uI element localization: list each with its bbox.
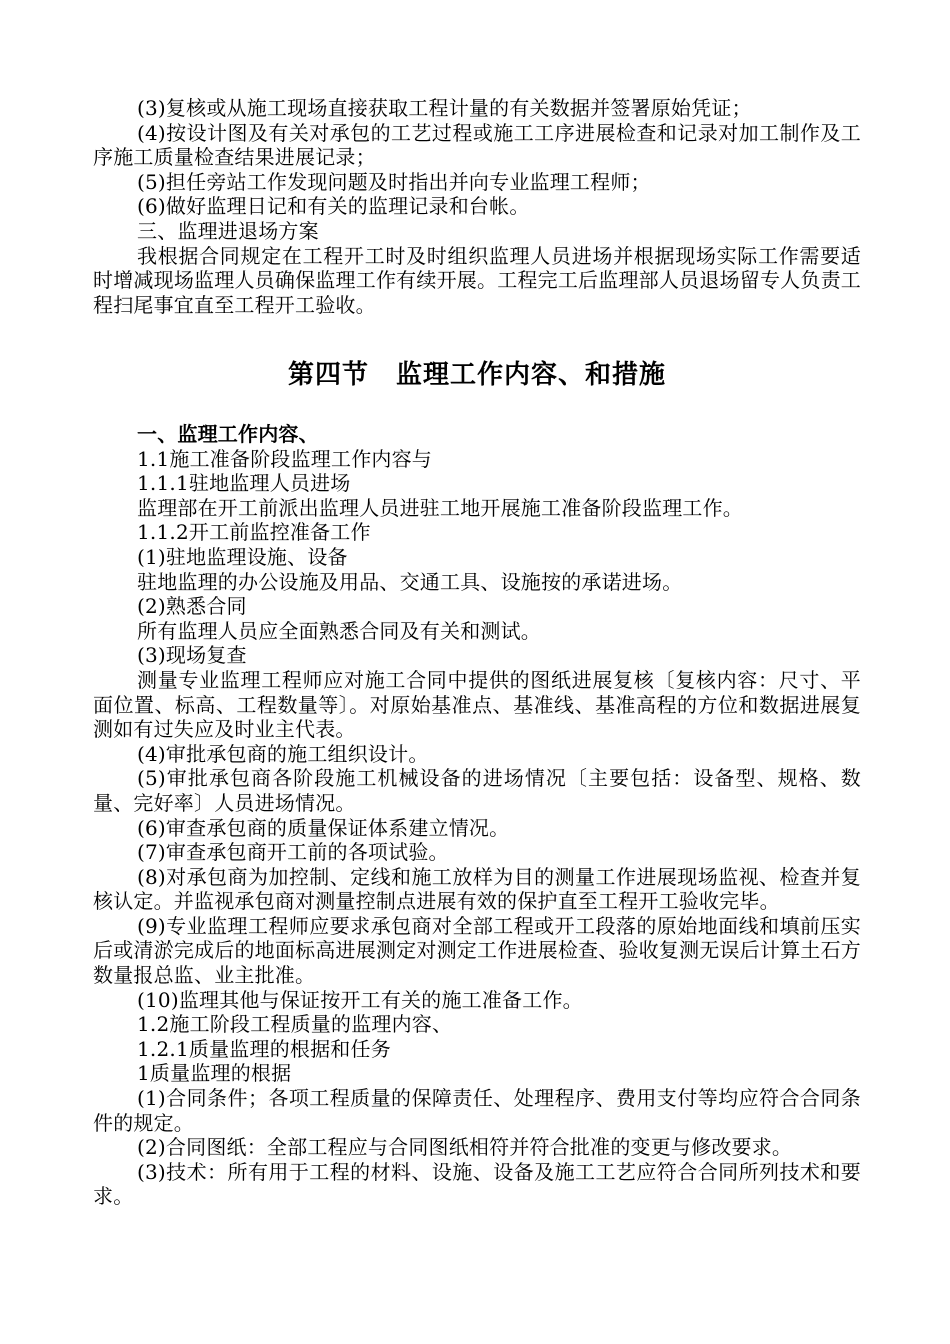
paragraph: 所有监理人员应全面熟悉合同及有关和测试。 — [137, 618, 541, 643]
list-item: (3)现场复查 — [137, 643, 247, 668]
numbered-heading: 1.1施工准备阶段监理工作内容与 — [137, 446, 433, 471]
numbered-heading: 1质量监理的根据 — [137, 1061, 292, 1086]
numbered-heading: 1.1.2开工前监控准备工作 — [137, 520, 371, 545]
list-item: (7)审查承包商开工前的各项试验。 — [137, 840, 449, 865]
list-item: (9)专业监理工程师应要求承包商对全部工程或开工段落的原始地面线和填前压实后或清淤完成后的地面标高进展测定对测定工作进展检查、验收复测无误后计算土石方数量报总监、业主批准。 — [93, 913, 861, 988]
paragraph: (3)复核或从施工现场直接获取工程计量的有关数据并签署原始凭证； — [137, 96, 752, 120]
paragraph: (4)按设计图及有关对承包的工艺过程或施工工序进展检查和记录对加工制作及工序施工质量检查结果进展记录； — [93, 120, 861, 170]
list-item: (8)对承包商为加控制、定线和施工放样为目的测量工作进展现场监视、检查并复核认定。并监视承包商对测量控制点进展有效的保护直至工程开工验收完毕。 — [93, 864, 861, 914]
subsection-heading: 三、监理进退场方案 — [137, 218, 319, 243]
numbered-heading: 1.1.1驻地监理人员进场 — [137, 471, 351, 496]
list-item: (3)技术：所有用于工程的材料、设施、设备及施工工艺应符合合同所列技术和要求。 — [93, 1159, 861, 1209]
paragraph: (5)担任旁站工作发现问题及时指出并向专业监理工程师； — [137, 169, 651, 194]
list-item: (4)审批承包商的施工组织设计。 — [137, 741, 429, 766]
numbered-heading: 1.2.1质量监理的根据和任务 — [137, 1036, 391, 1061]
paragraph: 驻地监理的办公设施及用品、交通工具、设施按的承诺进场。 — [137, 569, 683, 594]
list-item: (2)熟悉合同 — [137, 594, 247, 619]
list-item: (1)驻地监理设施、设备 — [137, 544, 348, 569]
list-item: (2)合同图纸：全部工程应与合同图纸相符并符合批准的变更与修改要求。 — [137, 1135, 793, 1160]
paragraph: 监理部在开工前派出监理人员进驻工地开展施工准备阶段监理工作。 — [137, 495, 743, 520]
subsection-heading: 一、监理工作内容、 — [137, 422, 319, 446]
section-title: 第四节 监理工作内容、和措施 — [287, 360, 666, 390]
supervision-duties-section — [93, 96, 861, 317]
list-item: (10)监理其他与保证按开工有关的施工准备工作。 — [137, 987, 583, 1012]
supervision-content-section — [93, 422, 861, 1209]
list-item: (6)审查承包商的质量保证体系建立情况。 — [137, 815, 510, 840]
list-item: (1)合同条件；各项工程质量的保障责任、处理程序、费用支付等均应符合合同条件的规定。 — [93, 1086, 861, 1135]
paragraph: 测量专业监理工程师应对施工合同中提供的图纸进展复核〔复核内容：尺寸、平面位置、标高、工程数量等〕。对原始基准点、基准线、基准高程的方位和数据进展复测如有过失应及时业主代表。 — [93, 667, 861, 742]
list-item: (5)审批承包商各阶段施工机械设备的进场情况〔主要包括：设备型、规格、数量、完好率〕人员进场情况。 — [93, 766, 861, 815]
paragraph: 我根据合同规定在工程开工时及时组织监理人员进场并根据现场实际工作需要适时增减现场监理人员确保监理工作有续开展。工程完工后监理部人员退场留专人负责工程扫尾事宜直至工程开工验收。 — [93, 243, 861, 317]
numbered-heading: 1.2施工阶段工程质量的监理内容、 — [137, 1012, 453, 1037]
paragraph: (6)做好监理日记和有关的监理记录和台帐。 — [137, 194, 530, 219]
